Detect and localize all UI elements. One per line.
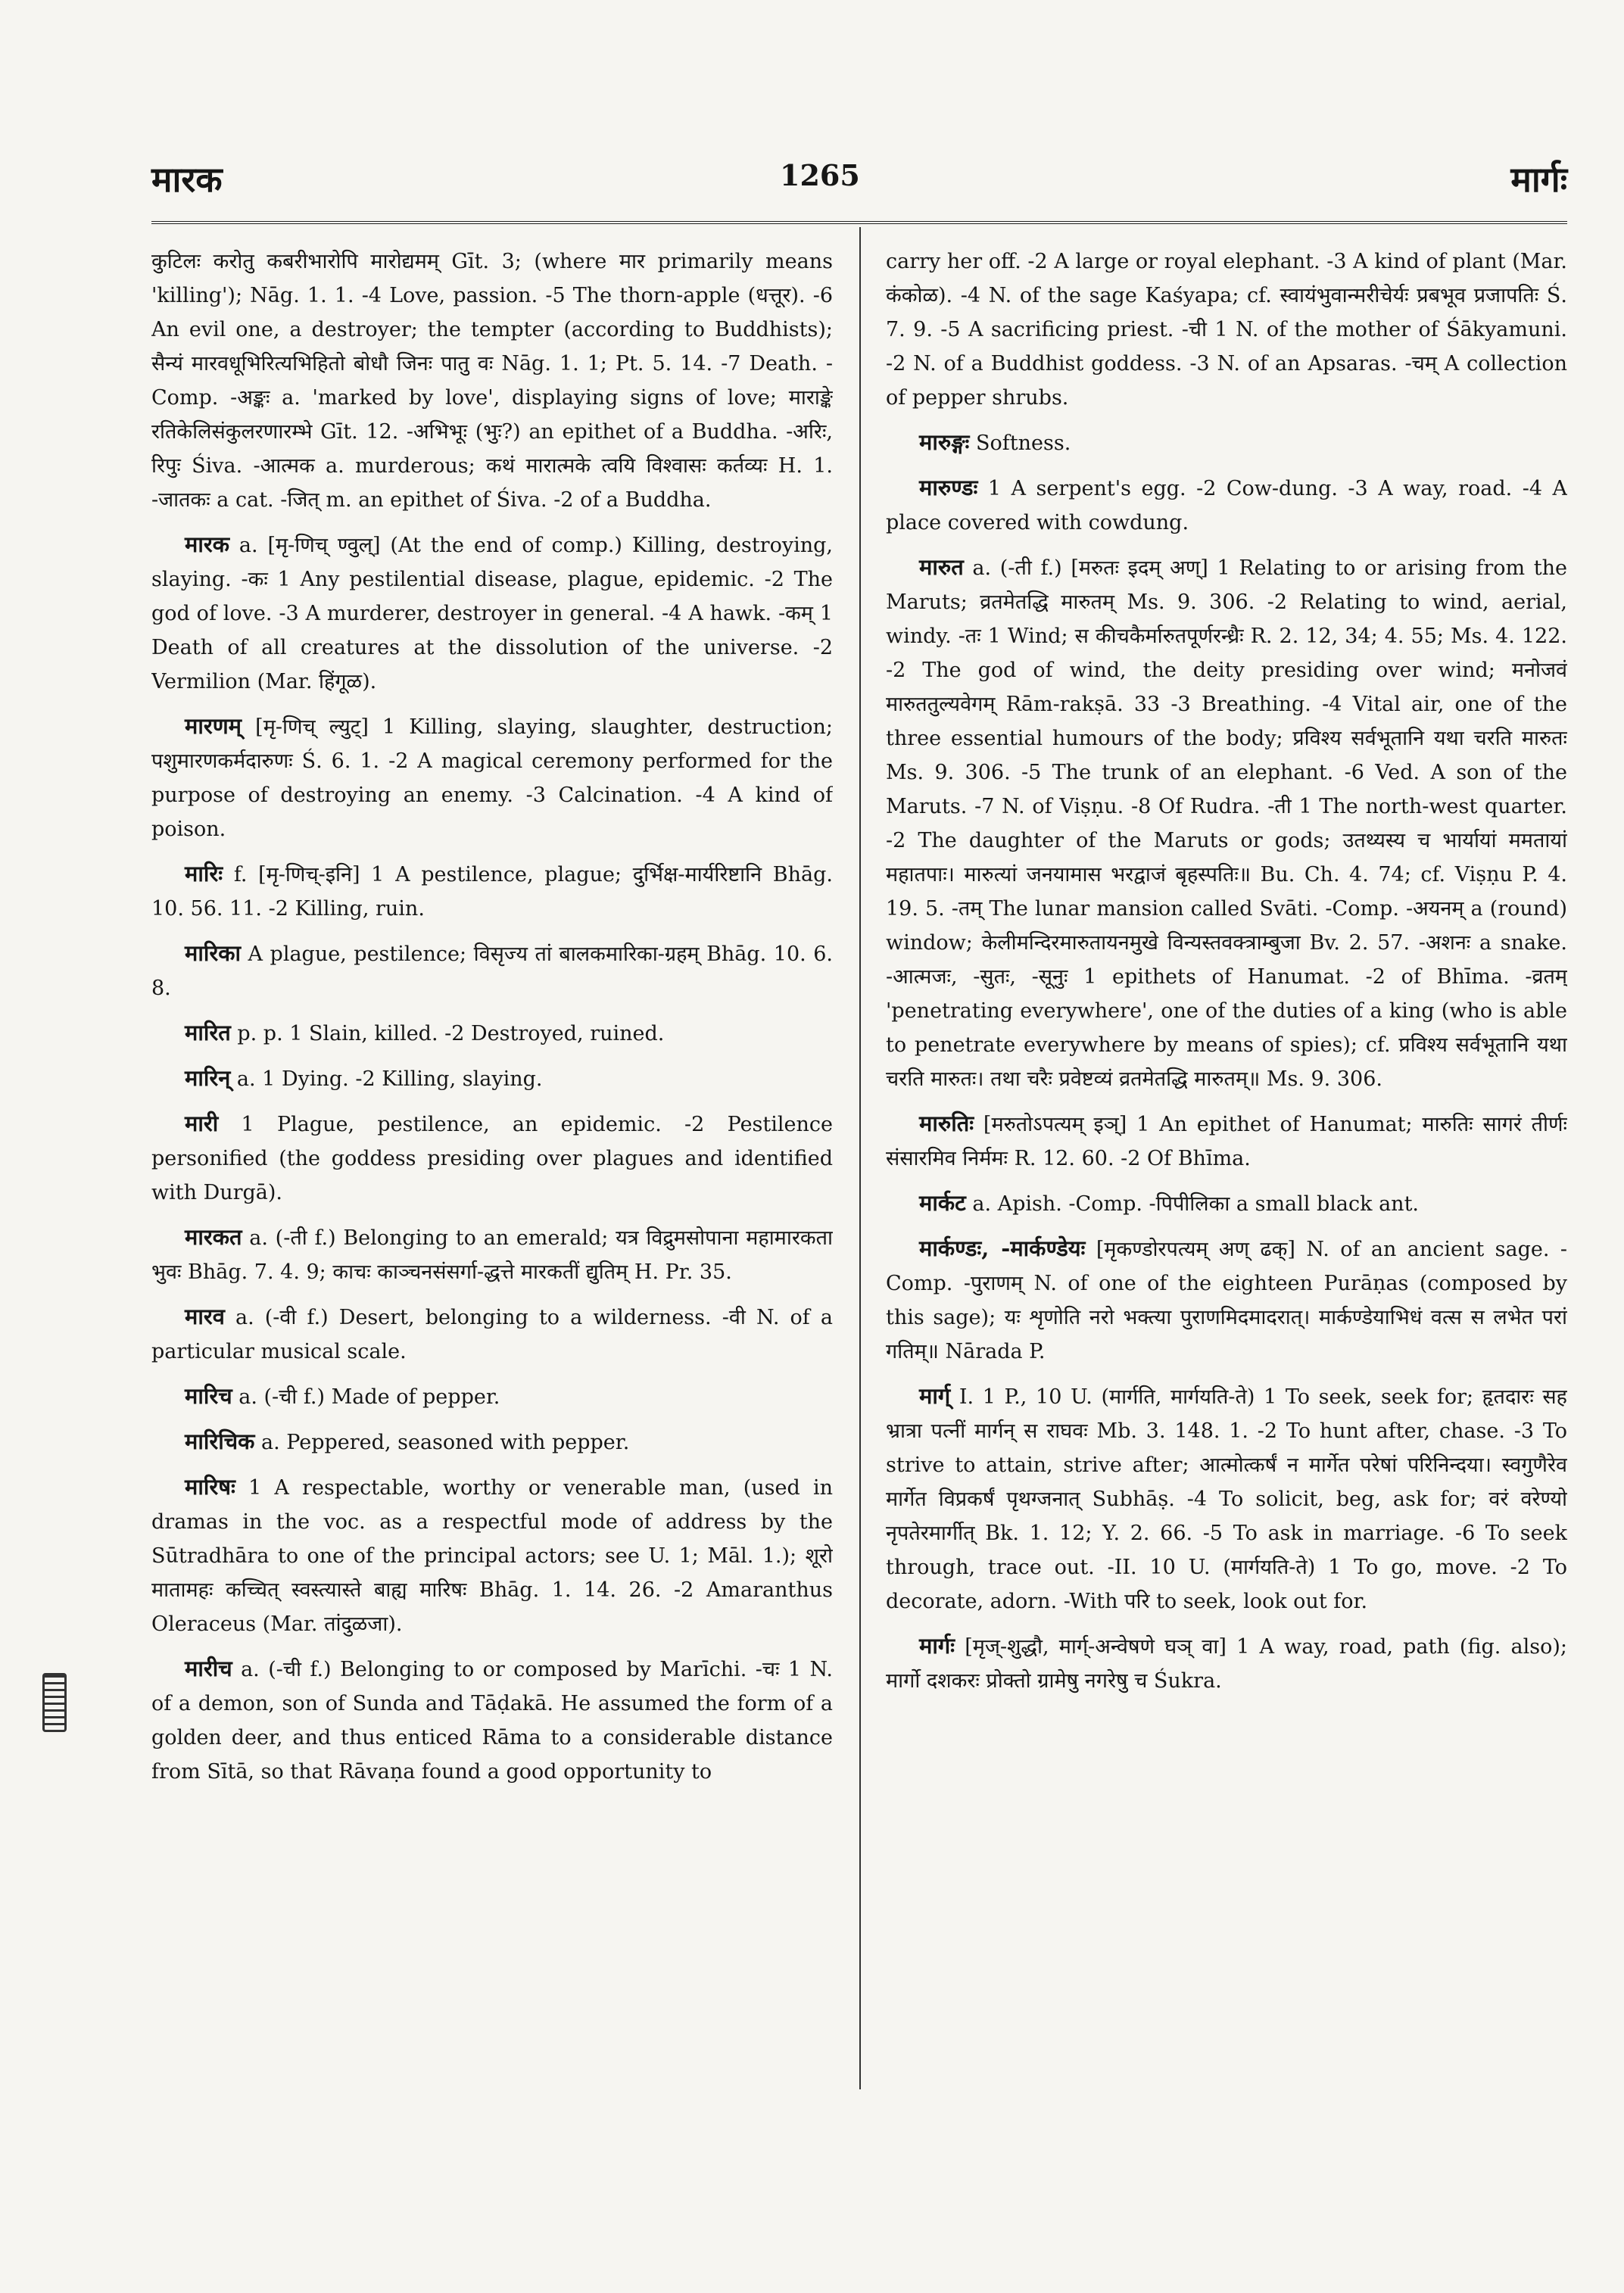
entry-headword: मारिः: [185, 861, 223, 886]
entry-text: a. Apish. -Comp. -पिपीलिका a small black ant.: [972, 1192, 1420, 1216]
entry-headword: मारिषः: [185, 1474, 235, 1500]
dictionary-entry: [151, 1470, 833, 1641]
entry-headword: मारक: [185, 531, 229, 557]
page-number: 1265: [780, 158, 860, 192]
entry-headword: मारकत: [185, 1224, 242, 1250]
entry-text: A plague, pestilence; विसृज्य तां बालकमारिका-ग्रहम् Bhāg. 10. 6. 8.: [151, 942, 833, 1000]
dictionary-entry: [886, 1232, 1567, 1369]
entry-headword: मार्ग्: [919, 1383, 951, 1409]
entry-text: a. Peppered, seasoned with pepper.: [261, 1431, 630, 1454]
dictionary-entry: [886, 244, 1567, 415]
entry-headword: मारिका: [185, 940, 242, 966]
dictionary-entry: [151, 857, 833, 926]
entry-text: Softness.: [976, 431, 1071, 455]
dictionary-entry: [886, 1186, 1567, 1221]
entry-text: a. (-ची f.) Belonging to or composed by Marīchi. -चः 1 N. of a demon, son of Sunda and Tāḍakā. He assumed the form of a golden deer, and thus enticed Rāma to a considerable distance from Sītā, so that Rāvaṇa found a good opportunity to: [151, 1658, 833, 1784]
dictionary-entry: [151, 528, 833, 699]
column-divider: [859, 227, 861, 2089]
right-column: [886, 244, 1567, 2091]
dictionary-entry: [151, 1016, 833, 1051]
left-column: [151, 244, 833, 2091]
entry-text: [मृज्-शुद्धौ, मार्ग्-अन्वेषणे घञ् वा] 1 A way, road, path (fig. also); मार्गो दशकरः प्रोक्तो ग्रामेषु नगरेषु च Śukra.: [886, 1635, 1567, 1693]
entry-text: f. [मृ-णिच्-इनि] 1 A pestilence, plague; दुर्भिक्ष-मार्यरिष्टानि Bhāg. 10. 56. 11. -2 Killing, ruin.: [151, 863, 833, 921]
dictionary-entry: [886, 1379, 1567, 1618]
entry-headword: मारणम्: [185, 713, 242, 739]
entry-headword: मार्कट: [919, 1190, 966, 1216]
entry-text: 1 Plague, pestilence, an epidemic. -2 Pestilence personified (the goddess presiding over plagues and identified with Durgā).: [151, 1113, 833, 1204]
page-header: [151, 155, 1567, 208]
entry-headword: मारिच: [185, 1383, 232, 1409]
entry-text: [मृकण्डोरपत्यम् अण् ढक्] N. of an ancient sage. -Comp. -पुराणम् N. of one of the eighteen Purāṇas (composed by this sage); यः शृणोति नरो भक्त्या पुराणमिदमादरात्। मार्कण्डेयाभिधं वत्स स लभेत परां गतिम्॥ Nārada P.: [886, 1238, 1567, 1363]
entry-text: I. 1 P., 10 U. (मार्गति, मार्गयति-ते) 1 To seek, seek for; हृतदारः सह भ्रात्रा पत्नीं मार्गन् स राघवः Mb. 3. 148. 1. -2 To hunt after, chase. -3 To strive to attain, strive after; आत्मोत्कर्षं न मार्गेत परेषां परिनिन्दया। स्वगुणैरेव मार्गेत विप्रकर्षं पृथग्जनात् Subhāṣ. -4 To solicit, beg, ask for; वरं वरेण्यो नृपतेरमार्गीत् Bk. 1. 12; Y. 2. 66. -5 To ask in marriage. -6 To seek through, trace out. -II. 10 U. (मार्गयति-ते) 1 To go, move. -2 To decorate, adorn. -With परि to seek, look out for.: [886, 1385, 1567, 1613]
left-guide-word: मारक: [151, 159, 223, 200]
entry-headword: मार्कण्डः, -मार्कण्डेयः: [919, 1235, 1086, 1261]
entry-headword: मारित: [185, 1020, 231, 1045]
entry-headword: मारव: [185, 1304, 225, 1329]
header-rule: [151, 221, 1567, 224]
entry-headword: मारुतिः: [919, 1111, 974, 1136]
dictionary-entry: [886, 425, 1567, 460]
entry-text: a. (-ती f.) Belonging to an emerald; यत्र विद्रुमसोपाना महामारकता भुवः Bhāg. 7. 4. 9; काचः काञ्चनसंसर्गा-द्धत्ते मारकतीं द्युतिम् H. Pr. 35.: [151, 1226, 833, 1284]
entry-text: [मृ-णिच् ल्युट्] 1 Killing, slaying, slaughter, destruction; पशुमारणकर्मदारुणः Ś. 6. 1. -2 A magical ceremony performed for the purpose of destroying an enemy. -3 Calcination. -4 A kind of poison.: [151, 715, 833, 841]
dictionary-entry: [151, 709, 833, 846]
dictionary-entry: [886, 550, 1567, 1096]
entry-text: a. (-ती f.) [मरुतः इदम् अण्] 1 Relating to or arising from the Maruts; व्रतमेतद्धि मारुतम् Ms. 9. 306. -2 Relating to wind, aerial, windy. -तः 1 Wind; स कीचकैर्मारुतपूर्णरन्ध्रैः R. 2. 12, 34; 4. 55; Ms. 4. 122. -2 The god of wind, the deity presiding over wind; मनोजवं मारुततुल्यवेगम् Rām-rakṣā. 33 -3 Breathing. -4 Vital air, one of the three essential humours of the body; प्रविश्य सर्वभूतानि यथा चरति मारुतः Ms. 9. 306. -5 The trunk of an elephant. -6 Ved. A son of the Maruts. -7 N. of Viṣṇu. -8 Of Rudra. -ती 1 The north-west quarter. -2 The daughter of the Maruts or gods; उतथ्यस्य च भार्यायां ममतायां महातपाः। मारुत्यां जनयामास भरद्वाजं बृहस्पतिः॥ Bu. Ch. 4. 74; cf. Viṣṇu P. 4. 19. 5. -तम् The lunar mansion called Svāti. -Comp. -अयनम् a (round) window; केलीमन्दिरमारुतायनमुखे विन्यस्तवक्त्राम्बुजा Bv. 2. 57. -अशनः a snake. -आत्मजः, -सुतः, -सूनुः 1 epithets of Hanumat. -2 of Bhīma. -व्रतम् 'penetrating everywhere', one of the duties of a king (who is able to penetrate everywhere by means of spies); cf. प्रविश्य सर्वभूतानि यथा चरति मारुतः। तथा चरैः प्रवेष्टव्यं व्रतमेतद्धि मारुतम्॥ Ms. 9. 306.: [886, 556, 1567, 1091]
entry-text: carry her off. -2 A large or royal elephant. -3 A kind of plant (Mar. कंकोळ). -4 N. of the sage Kaśyapa; cf. स्वायंभुवान्मरीचेर्यः प्रबभूव प्रजापतिः Ś. 7. 9. -5 A sacrificing priest. -ची 1 N. of the mother of Śākyamuni. -2 N. of a Buddhist goddess. -3 N. of an Apsaras. -चम् A collection of pepper shrubs.: [886, 250, 1567, 410]
entry-headword: मारुत: [919, 554, 964, 580]
entry-headword: मार्गः: [919, 1633, 955, 1659]
entry-headword: मारुङ्गः: [919, 429, 970, 455]
entry-text: a. (-ची f.) Made of pepper.: [238, 1385, 500, 1409]
entry-text: 1 A serpent's egg. -2 Cow-dung. -3 A way, road. -4 A place covered with cowdung.: [886, 477, 1567, 534]
dictionary-entry: [151, 1652, 833, 1789]
entry-headword: मारीच: [185, 1656, 232, 1681]
dictionary-entry: [151, 1425, 833, 1460]
entry-text: a. 1 Dying. -2 Killing, slaying.: [236, 1067, 543, 1091]
entry-text: a. (-वी f.) Desert, belonging to a wilderness. -वी N. of a particular musical scale.: [151, 1306, 833, 1363]
dictionary-entry: [151, 1379, 833, 1414]
entry-headword: मारी: [185, 1111, 219, 1136]
dictionary-entry: [151, 1061, 833, 1096]
dictionary-entry: [151, 936, 833, 1005]
entry-headword: मारिन्: [185, 1065, 231, 1091]
entry-text: p. p. 1 Slain, killed. -2 Destroyed, ruined.: [237, 1022, 665, 1045]
dictionary-entry: [886, 1629, 1567, 1698]
dictionary-entry: [886, 1107, 1567, 1176]
entry-text: 1 A respectable, worthy or venerable man, (used in dramas in the voc. as a respectful mode of address by the Sūtradhāra to one of the principal actors; see U. 1; Māl. 1.); शूरो मातामहः कच्चित् स्वस्त्यास्ते बाह्य मारिषः Bhāg. 1. 14. 26. -2 Amaranthus Oleraceus (Mar. तांदुळजा).: [151, 1476, 833, 1636]
dictionary-entry: [151, 1107, 833, 1210]
dictionary-entry: [151, 1220, 833, 1289]
entry-text: कुटिलः करोतु कबरीभारोपि मारोद्यमम् Gīt. 3; (where मार primarily means 'killing'); Nāg. 1. 1. -4 Love, passion. -5 The thorn-apple (धत्तूर). -6 An evil one, a destroyer; the tempter (according to Buddhists); सैन्यं मारवधूभिरित्यभिहितो बोधौ जिनः पातु वः Nāg. 1. 1; Pt. 5. 14. -7 Death. -Comp. -अङ्कः a. 'marked by love', displaying signs of love; माराङ्के रतिकेलिसंकुलरणारम्भे Gīt. 12. -अभिभूः (भुः?) an epithet of a Buddha. -अरिः, रिपुः Śiva. -आत्मक a. murderous; कथं मारात्मके त्वयि विश्वासः कर्तव्यः H. 1. -जातकः a cat. -जित् m. an epithet of Śiva. -2 of a Buddha.: [151, 250, 833, 512]
dictionary-entry: [151, 1300, 833, 1369]
margin-thumb-mark: [42, 1673, 67, 1732]
entry-headword: मारुण्डः: [919, 475, 978, 500]
entry-headword: मारिचिक: [185, 1428, 255, 1454]
dictionary-entry: [151, 244, 833, 517]
entry-text: a. [मृ-णिच् ण्वुल्] (At the end of comp.) Killing, destroying, slaying. -कः 1 Any pestilential disease, plague, epidemic. -2 The god of love. -3 A murderer, destroyer in general. -4 A hawk. -कम् 1 Death of all creatures at the dissolution of the universe. -2 Vermilion (Mar. हिंगूळ).: [151, 534, 833, 693]
entry-text: [मरुतोऽपत्यम् इञ्] 1 An epithet of Hanumat; मारुतिः सागरं तीर्णः संसारमिव निर्ममः R. 12. 60. -2 Of Bhīma.: [886, 1113, 1567, 1170]
dictionary-entry: [886, 471, 1567, 540]
right-guide-word: मार्गः: [1510, 159, 1567, 200]
